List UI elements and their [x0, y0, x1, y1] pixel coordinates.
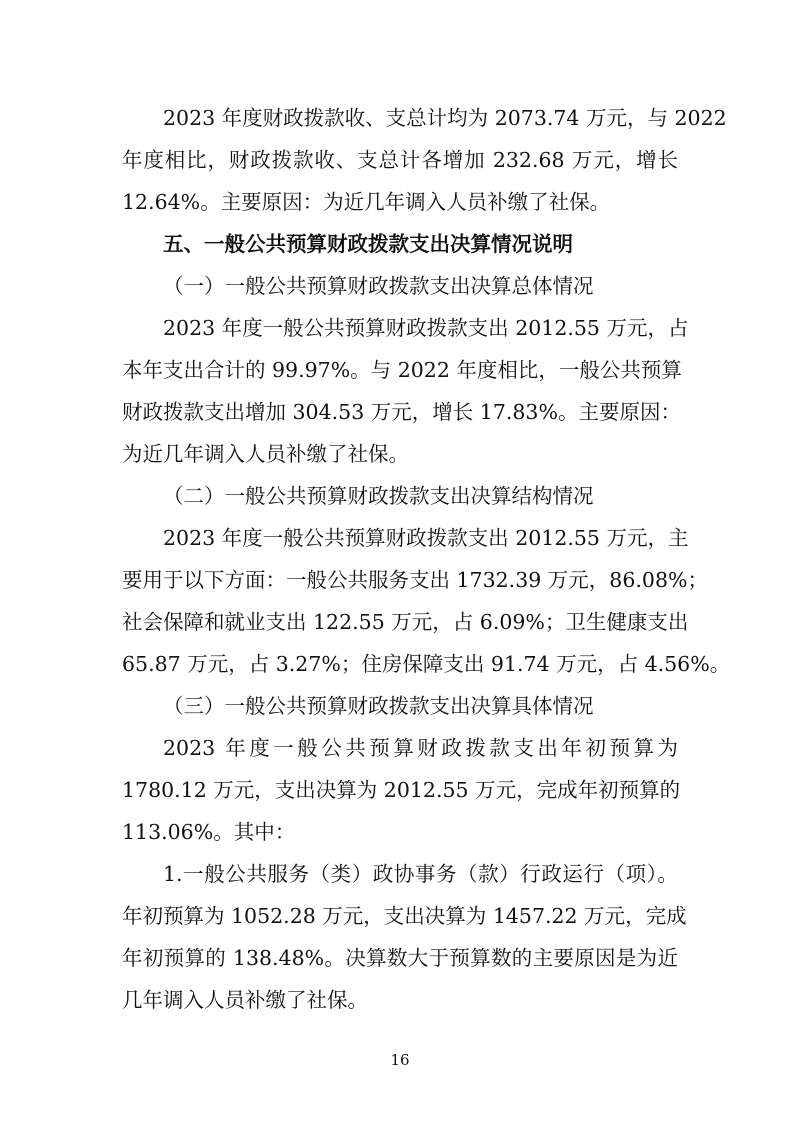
paragraph-5-line-4: 几年调入人员补缴了社保。 — [122, 988, 368, 1012]
paragraph-2-line-1: 2023 年度一般公共预算财政拨款支出 2012.55 万元，占 — [163, 316, 689, 340]
paragraph-4-line-3: 113.06%。其中： — [122, 820, 296, 844]
subheading-1: （一）一般公共预算财政拨款支出决算总体情况 — [163, 274, 594, 298]
paragraph-3-line-2: 要用于以下方面：一般公共服务支出 1732.39 万元，86.08%； — [122, 568, 708, 592]
paragraph-5-line-3: 年初预算的 138.48%。决算数大于预算数的主要原因是为近 — [122, 946, 678, 970]
paragraph-2-line-2: 本年支出合计的 99.97%。与 2022 年度相比，一般公共预算 — [122, 358, 682, 382]
section-heading-5: 五、一般公共预算财政拨款支出决算情况说明 — [163, 232, 573, 256]
page-number: 16 — [390, 1051, 410, 1069]
paragraph-3-line-3: 社会保障和就业支出 122.55 万元，占 6.09%；卫生健康支出 — [122, 610, 689, 634]
paragraph-4-line-2: 1780.12 万元，支出决算为 2012.55 万元，完成年初预算的 — [122, 778, 681, 802]
paragraph-5-line-2: 年初预算为 1052.28 万元，支出决算为 1457.22 万元，完成 — [122, 904, 687, 928]
paragraph-3-line-4: 65.87 万元，占 3.27%；住房保障支出 91.74 万元，占 4.56%。 — [122, 652, 731, 676]
paragraph-3-line-1: 2023 年度一般公共预算财政拨款支出 2012.55 万元，主 — [163, 526, 689, 550]
paragraph-4-line-1: 2023 年度一般公共预算财政拨款支出年初预算为 — [163, 736, 678, 760]
paragraph-1-line-2: 年度相比，财政拨款收、支总计各增加 232.68 万元，增长 — [122, 148, 678, 172]
subheading-2: （二）一般公共预算财政拨款支出决算结构情况 — [163, 484, 594, 508]
paragraph-2-line-3: 财政拨款支出增加 304.53 万元，增长 17.83%。主要原因： — [122, 400, 681, 424]
paragraph-1-line-1: 2023 年度财政拨款收、支总计均为 2073.74 万元，与 2022 — [163, 106, 727, 130]
subheading-3: （三）一般公共预算财政拨款支出决算具体情况 — [163, 694, 594, 718]
paragraph-2-line-4: 为近几年调入人员补缴了社保。 — [122, 442, 409, 466]
paragraph-5-line-1: 1.一般公共服务（类）政协事务（款）行政运行（项）。 — [163, 862, 678, 886]
paragraph-1-line-3: 12.64%。主要原因：为近几年调入人员补缴了社保。 — [122, 190, 611, 214]
